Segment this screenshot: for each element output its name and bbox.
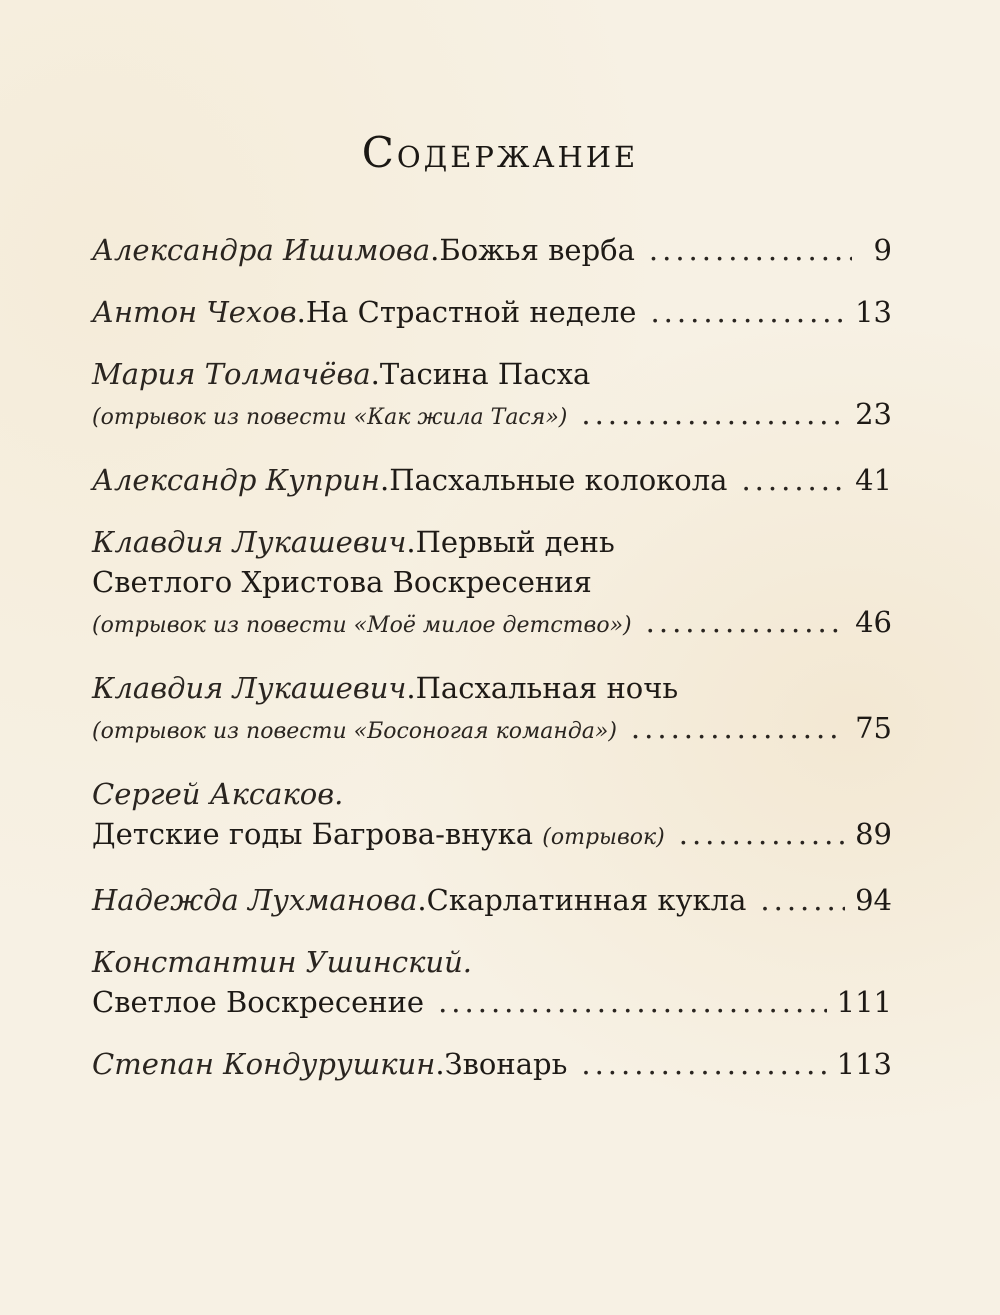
toc-title: Детские годы Багрова-внука bbox=[92, 817, 534, 851]
toc-entry: Клавдия Лукашевич . Первый день Светлого Христова Воскресения (отрывок из повести «Моё милое детство») ..... 46 bbox=[92, 522, 892, 646]
toc-author: Клавдия Лукашевич bbox=[92, 525, 407, 559]
toc-note: (отрывок) bbox=[542, 825, 665, 850]
toc-title: Светлое Воскресение bbox=[92, 985, 425, 1019]
page-number: 41 bbox=[855, 463, 892, 497]
toc-author: Сергей Аксаков. bbox=[92, 777, 344, 811]
dot-leader bbox=[646, 602, 845, 642]
toc-entry: Надежда Лухманова . Скарлатинная кукла ..... 94 bbox=[92, 880, 892, 920]
toc-title: Первый день bbox=[415, 525, 615, 559]
toc-entry: Антон Чехов . На Страстной неделе ..... 13 bbox=[92, 292, 892, 332]
toc-author: Александра Ишимова bbox=[92, 233, 431, 267]
page-number: 46 bbox=[855, 605, 892, 639]
table-of-contents bbox=[92, 230, 892, 1106]
toc-title: Звонарь bbox=[444, 1047, 568, 1081]
toc-note: (отрывок из повести «Как жила Тася») bbox=[92, 405, 568, 430]
page-number: 75 bbox=[855, 711, 892, 745]
toc-title-continued: Светлого Христова Воскресения bbox=[92, 565, 592, 599]
toc-author: Мария Толмачёва bbox=[92, 357, 371, 391]
page-title: Содержание bbox=[361, 128, 639, 177]
dot-leader bbox=[581, 394, 845, 434]
toc-author: Степан Кондурушкин bbox=[92, 1047, 436, 1081]
page-number: 13 bbox=[855, 295, 892, 329]
toc-author: Александр Куприн bbox=[92, 463, 380, 497]
toc-note: (отрывок из повести «Босоногая команда») bbox=[92, 719, 617, 744]
page-number: 111 bbox=[836, 985, 892, 1019]
dot-leader bbox=[581, 1044, 826, 1084]
page-number: 89 bbox=[855, 817, 892, 851]
toc-entry: Александра Ишимова . Божья верба ..... 9 bbox=[92, 230, 892, 270]
dot-leader bbox=[649, 230, 852, 270]
toc-note: (отрывок из повести «Моё милое детство») bbox=[92, 613, 632, 638]
toc-title: Пасхальные колокола bbox=[389, 463, 728, 497]
dot-leader bbox=[631, 708, 845, 748]
toc-title: Скарлатинная кукла bbox=[426, 883, 747, 917]
dot-leader bbox=[760, 880, 845, 920]
toc-title: Пасхальная ночь bbox=[415, 671, 679, 705]
dot-leader bbox=[679, 814, 845, 854]
toc-author: Константин Ушинский. bbox=[92, 945, 472, 979]
toc-entry: Александр Куприн . Пасхальные колокола ..... 41 bbox=[92, 460, 892, 500]
dot-leader bbox=[650, 292, 845, 332]
toc-author: Антон Чехов bbox=[92, 295, 297, 329]
toc-title: На Страстной неделе bbox=[305, 295, 637, 329]
page-number: 9 bbox=[873, 233, 892, 267]
toc-author: Клавдия Лукашевич bbox=[92, 671, 407, 705]
toc-entry: Степан Кондурушкин . Звонарь ..... 113 bbox=[92, 1044, 892, 1084]
toc-title: Божья верба bbox=[439, 233, 635, 267]
page-number: 94 bbox=[855, 883, 892, 917]
page-number: 23 bbox=[855, 397, 892, 431]
toc-entry bbox=[92, 774, 892, 858]
dot-leader bbox=[741, 460, 845, 500]
toc-entry bbox=[92, 942, 892, 1022]
toc-entry: Клавдия Лукашевич . Пасхальная ночь (отрывок из повести «Босоногая команда») ..... 75 bbox=[92, 668, 892, 752]
dot-leader bbox=[438, 982, 827, 1022]
toc-entry: Мария Толмачёва . Тасина Пасха (отрывок из повести «Как жила Тася») ..... 23 bbox=[92, 354, 892, 438]
toc-author: Надежда Лухманова bbox=[92, 883, 418, 917]
toc-title: Тасина Пасха bbox=[379, 357, 591, 391]
page-number: 113 bbox=[836, 1047, 892, 1081]
